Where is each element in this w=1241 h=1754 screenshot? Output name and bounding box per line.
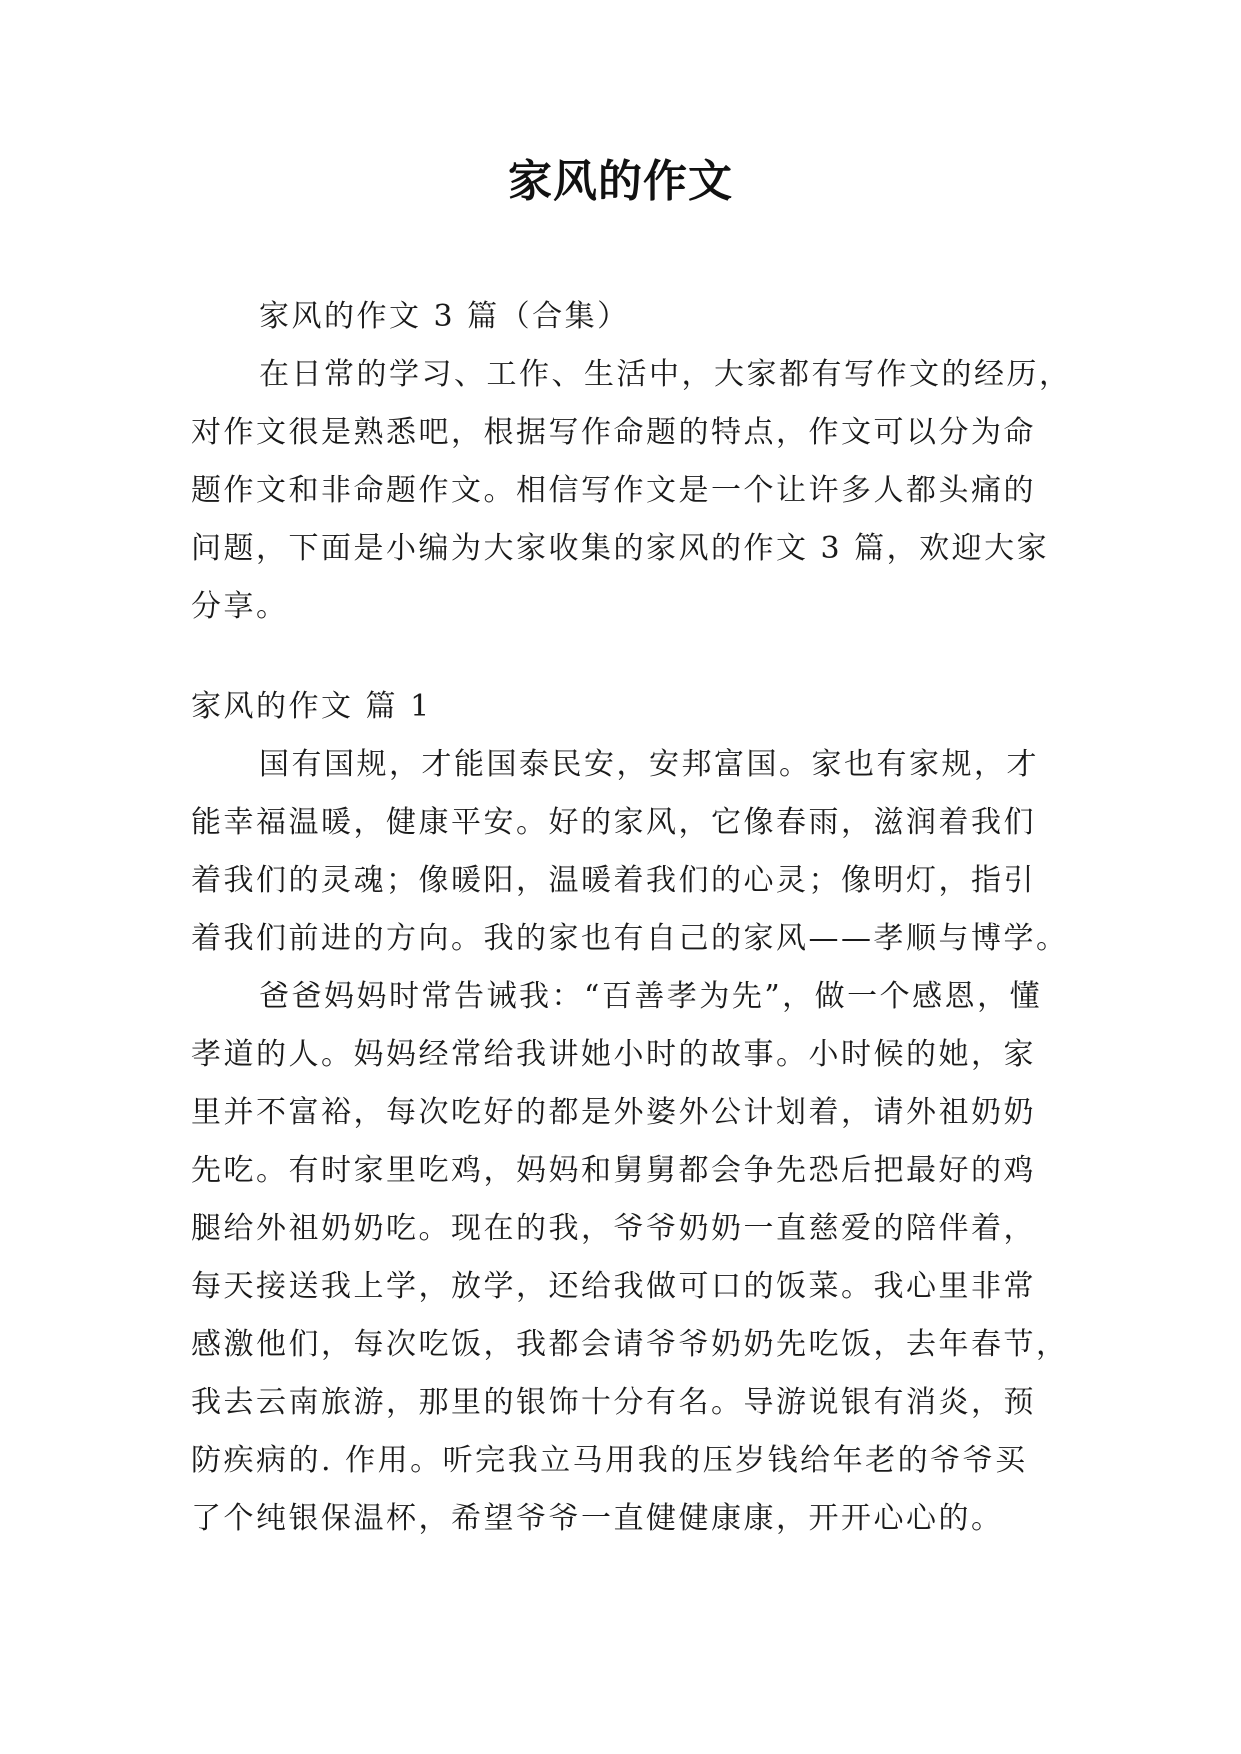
document-title: 家风的作文	[508, 156, 733, 207]
paragraph-line: 着我们前进的方向。我的家也有自己的家风——孝顺与博学。	[191, 921, 1069, 956]
paragraph-line: 了个纯银保温杯，希望爷爷一直健健康康，开开心心的。	[191, 1501, 1004, 1536]
paragraph-line: 爸爸妈妈时常告诫我：“百善孝为先”，做一个感恩，懂	[259, 979, 1043, 1014]
intro-line: 问题，下面是小编为大家收集的家风的作文 3 篇，欢迎大家	[191, 531, 1050, 566]
paragraph-line: 里并不富裕，每次吃好的都是外婆外公计划着，请外祖奶奶	[191, 1095, 1036, 1130]
intro-paragraph	[191, 346, 1072, 636]
paragraph-line: 着我们的灵魂；像暖阳，温暖着我们的心灵；像明灯，指引	[191, 863, 1036, 898]
subtitle-line: 家风的作文 3 篇（合集）	[259, 299, 630, 334]
section1-paragraph-2	[191, 968, 1069, 1548]
intro-line: 在日常的学习、工作、生活中，大家都有写作文的经历，	[259, 357, 1072, 392]
paragraph-line: 先吃。有时家里吃鸡，妈妈和舅舅都会争先恐后把最好的鸡	[191, 1153, 1036, 1188]
paragraph-line: 每天接送我上学，放学，还给我做可口的饭菜。我心里非常	[191, 1269, 1036, 1304]
paragraph-line: 腿给外祖奶奶吃。现在的我，爷爷奶奶一直慈爱的陪伴着，	[191, 1211, 1036, 1246]
section-spacer	[191, 636, 1059, 678]
document-body	[191, 288, 1072, 1548]
section1-paragraph-1	[191, 736, 1069, 968]
paragraph-line: 感激他们，每次吃饭，我都会请爷爷奶奶先吃饭，去年春节，	[191, 1327, 1069, 1362]
paragraph-line: 防疾病的. 作用。听完我立马用我的压岁钱给年老的爷爷买	[191, 1443, 1028, 1478]
paragraph-line: 能幸福温暖，健康平安。好的家风，它像春雨，滋润着我们	[191, 805, 1036, 840]
paragraph-line: 孝道的人。妈妈经常给我讲她小时的故事。小时候的她，家	[191, 1037, 1036, 1072]
section-heading: 家风的作文 篇 1	[191, 689, 432, 724]
intro-line: 题作文和非命题作文。相信写作文是一个让许多人都头痛的	[191, 473, 1036, 508]
intro-line: 分享。	[191, 589, 289, 624]
intro-line: 对作文很是熟悉吧，根据写作命题的特点，作文可以分为命	[191, 415, 1036, 450]
paragraph-line: 国有国规，才能国泰民安，安邦富国。家也有家规，才	[259, 747, 1039, 782]
paragraph-line: 我去云南旅游，那里的银饰十分有名。导游说银有消炎，预	[191, 1385, 1036, 1420]
